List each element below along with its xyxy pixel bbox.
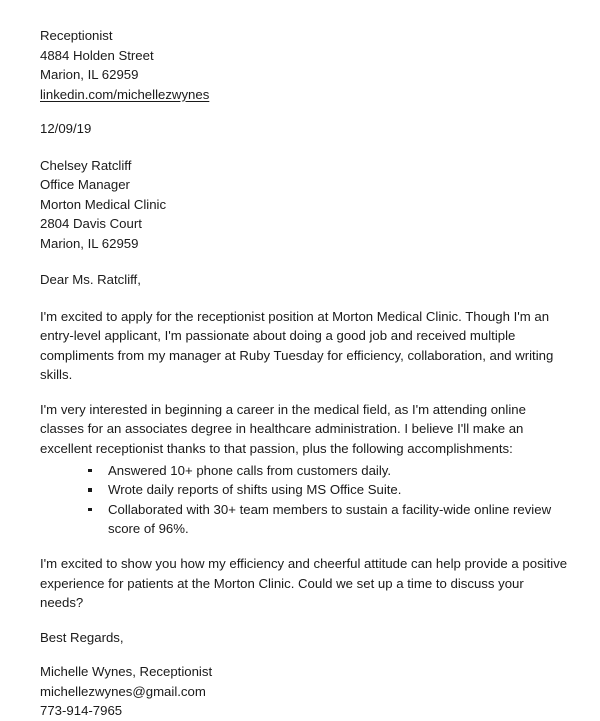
accomplishments-list xyxy=(40,461,570,539)
recipient-address-block xyxy=(40,156,570,254)
spacer-after-recipient xyxy=(40,253,570,270)
linkedin-url-link[interactable]: linkedin.com/michellezwynes xyxy=(40,86,210,102)
body-paragraph-2: I'm very interested in beginning a career in the medical field, as I'm attending online classes for an associates degree in healthcare administration. I believe I'll make an excellent receptionist thanks to that passion, plus the following accomplishments: xyxy=(40,401,526,457)
signature-name-title: Michelle Wynes, Receptionist xyxy=(40,664,213,680)
spacer-after-date xyxy=(40,139,570,156)
sender-city-state-zip: Marion, IL 62959 xyxy=(40,67,139,82)
sender-linkedin-line xyxy=(40,85,570,105)
sender-address-block xyxy=(40,26,570,104)
list-item: Answered 10+ phone calls from customers daily. xyxy=(88,461,570,481)
spacer-between-paragraphs xyxy=(40,385,570,400)
sender-job-title: Receptionist xyxy=(40,28,113,43)
signoff: Best Regards, xyxy=(40,629,124,645)
spacer-after-sender xyxy=(40,104,570,119)
list-item: Wrote daily reports of shifts using MS Office Suite. xyxy=(88,480,570,500)
list-item: Collaborated with 30+ team members to sustain a facility-wide online review score of 96%. xyxy=(88,500,570,539)
body-paragraph-1: I'm excited to apply for the receptionist position at Morton Medical Clinic. Though I'm an entry-level applicant, I'm passionate about doing a good job and received multiple compliments from my manager at Ruby Tuesday for efficiency, collaboration, and writing skills. xyxy=(40,308,554,383)
sender-street: 4884 Holden Street xyxy=(40,47,154,63)
closing-paragraph: I'm excited to show you how my efficiency and cheerful attitude can help provide a positive experience for patients at the Morton Clinic. Could we set up a time to discuss your needs? xyxy=(40,556,568,611)
recipient-name: Chelsey Ratcliff xyxy=(40,157,132,173)
spacer-before-signature xyxy=(40,647,570,662)
recipient-street: 2804 Davis Court xyxy=(40,216,142,231)
letter-date: 12/09/19 xyxy=(40,121,92,136)
spacer-after-salutation xyxy=(40,290,570,307)
signature-phone: 773-914-7965 xyxy=(40,703,123,719)
salutation: Dear Ms. Ratcliff, xyxy=(40,272,141,287)
recipient-title: Office Manager xyxy=(40,177,130,192)
recipient-city-state-zip: Marion, IL 62959 xyxy=(40,235,139,251)
signature-email[interactable]: michellezwynes@gmail.com xyxy=(40,683,206,699)
spacer-before-signoff xyxy=(40,613,570,628)
signature-block xyxy=(40,662,570,721)
recipient-company: Morton Medical Clinic xyxy=(40,196,167,212)
spacer-after-list xyxy=(40,539,570,554)
